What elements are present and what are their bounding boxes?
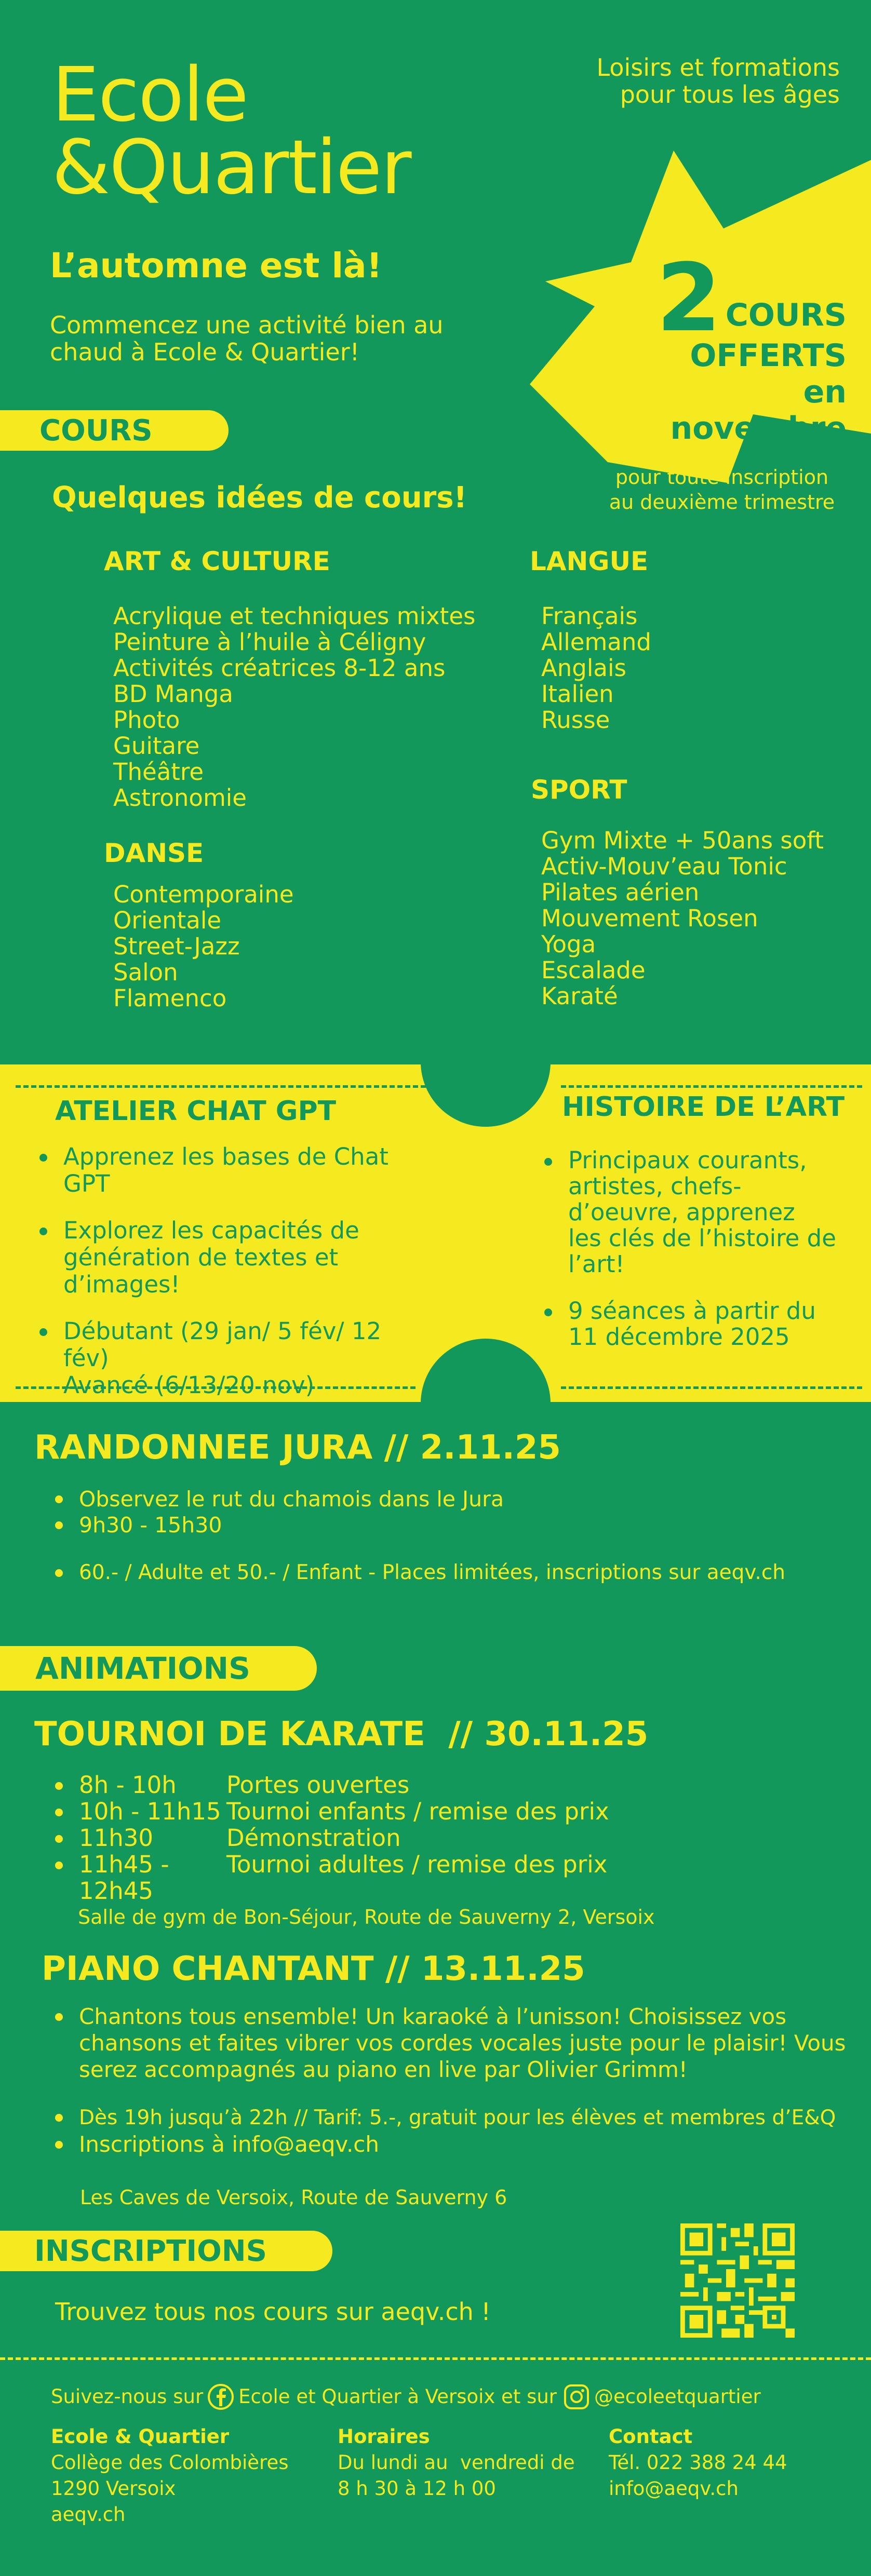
social-line <box>51 2383 761 2410</box>
promo-number: 2 <box>656 244 721 353</box>
schedule-label: Démonstration <box>226 1824 401 1852</box>
hours-line-2: 8 h 30 à 12 h 00 <box>338 2477 496 2500</box>
schedule-label: Tournoi adultes / remise des prix <box>226 1851 608 1878</box>
list-item: Orientale <box>113 907 222 934</box>
footer-col-title: Contact <box>609 2425 693 2448</box>
list-item: 9h30 - 15h30 <box>55 1512 845 1538</box>
tagline-line-1: Loisirs et formations <box>596 53 840 82</box>
footer-divider <box>0 2357 871 2360</box>
address-line-2: 1290 Versoix <box>51 2477 176 2500</box>
schedule-row <box>55 1798 609 1825</box>
schedule-time: 11h45 - 12h45 <box>55 1851 226 1904</box>
list-item: BD Manga <box>113 680 233 708</box>
address-line-1: Collège des Colombières <box>51 2451 289 2474</box>
instagram-icon[interactable] <box>563 2383 590 2410</box>
section-label-inscriptions-text: INSCRIPTIONS <box>34 2234 267 2268</box>
list-item: Astronomie <box>113 784 247 812</box>
headline: L’automne est là! <box>50 246 382 286</box>
schedule-time: 8h - 10h <box>55 1772 226 1798</box>
atelier-heading: ATELIER CHAT GPT <box>55 1096 337 1127</box>
list-item <box>39 1217 434 1298</box>
schedule-time: 10h - 11h15 <box>55 1798 226 1825</box>
piano-location: Les Caves de Versoix, Route de Sauverny 6 <box>80 2186 507 2209</box>
histoire-bullet-1-line: Principaux courants, <box>568 1147 807 1174</box>
list-item: 60.- / Adulte et 50.- / Enfant - Places limitées, inscriptions sur aeqv.ch <box>55 1560 845 1586</box>
schedule-label: Portes ouvertes <box>226 1771 410 1799</box>
histoire-bullet-1-line: les clés de l’histoire de <box>568 1224 836 1252</box>
list-item: Français <box>541 602 638 630</box>
list-item <box>39 1318 434 1399</box>
cours-subtitle: Quelques idées de cours! <box>52 481 467 515</box>
dashed-line-top-left <box>16 1085 426 1088</box>
section-label-animations-text: ANIMATIONS <box>35 1651 250 1686</box>
list-item <box>544 1298 856 1350</box>
atelier-bullet-3-line-1: Débutant (29 jan/ 5 fév/ 12 fév) <box>63 1317 382 1372</box>
histoire-bullet-1-line: artistes, chefs- <box>568 1172 742 1200</box>
promo-note-line-1: pour toute inscription <box>615 466 829 489</box>
randonnee-bullets <box>55 1486 845 1586</box>
page-title <box>52 51 411 211</box>
website-link[interactable]: aeqv.ch <box>51 2503 126 2526</box>
art-list <box>113 603 475 811</box>
sport-heading: SPORT <box>531 775 627 805</box>
phone-number[interactable]: Tél. 022 388 24 44 <box>609 2451 787 2474</box>
footer-col-address <box>51 2424 289 2528</box>
list-item: Russe <box>541 706 610 734</box>
list-item: Observez le rut du chamois dans le Jura <box>55 1486 845 1512</box>
list-item: Gym Mixte + 50ans soft <box>541 827 824 854</box>
section-label-cours <box>0 410 229 451</box>
list-item: Mouvement Rosen <box>541 905 758 932</box>
tagline <box>597 54 840 108</box>
atelier-bullet-3-line-2: Avancé (6/13/20 nov) <box>63 1371 315 1399</box>
section-label-animations <box>0 1646 317 1691</box>
follow-prefix: Suivez-nous sur <box>51 2385 204 2408</box>
section-label-inscriptions <box>0 2231 332 2271</box>
list-item: Pilates aérien <box>541 879 700 906</box>
schedule-row <box>55 1825 609 1851</box>
danse-heading: DANSE <box>104 838 204 868</box>
list-item: Allemand <box>541 628 651 656</box>
list-item: Guitare <box>113 732 200 760</box>
list-item: Anglais <box>541 654 626 682</box>
piano-heading: PIANO CHANTANT // 13.11.25 <box>42 1950 585 1988</box>
list-item: Salon <box>113 959 178 986</box>
atelier-bullet-1: Apprenez les bases de Chat GPT <box>63 1143 388 1197</box>
piano-desc-line-2: chansons et faites vibrer vos cordes vocales juste pour le plaisir! Vous <box>79 2030 846 2056</box>
email-link[interactable]: info@aeqv.ch <box>609 2477 739 2500</box>
piano-desc-line-1: Chantons tous ensemble! Un karaoké à l’unisson! Choisissez vos <box>79 2004 787 2029</box>
atelier-bullet-2-line-1: Explorez les capacités de <box>63 1217 359 1244</box>
danse-list <box>113 882 294 1011</box>
histoire-bullet-2-line-2: 11 décembre 2025 <box>568 1323 790 1351</box>
schedule-row <box>55 1772 609 1798</box>
list-item <box>39 1143 434 1197</box>
sport-list <box>541 828 824 1009</box>
footer-col-contact <box>609 2424 787 2502</box>
title-line-2: &Quartier <box>52 124 411 211</box>
promo-note-line-2: au deuxième trimestre <box>609 491 835 514</box>
dashed-line-top-right <box>561 1085 862 1088</box>
qr-code-icon[interactable] <box>680 2223 795 2338</box>
randonnee-heading: RANDONNEE JURA // 2.11.25 <box>34 1428 561 1467</box>
histoire-bullet-1-line: d’oeuvre, apprenez <box>568 1198 795 1226</box>
title-line-1: Ecole <box>52 51 248 138</box>
facebook-icon[interactable] <box>207 2383 234 2410</box>
intro-text <box>50 312 444 366</box>
atelier-bullets <box>39 1143 434 1399</box>
hours-line-1: Du lundi au vendredi de <box>338 2451 575 2474</box>
footer-col-title: Horaires <box>338 2425 430 2448</box>
schedule-label: Tournoi enfants / remise des prix <box>226 1798 609 1825</box>
list-item: Activités créatrices 8-12 ans <box>113 654 446 682</box>
schedule-time: 11h30 <box>55 1825 226 1851</box>
list-item: Théâtre <box>113 758 204 786</box>
list-item: Flamenco <box>113 984 227 1012</box>
facebook-text: Ecole et Quartier à Versoix et sur <box>238 2385 557 2408</box>
schedule-row <box>55 1851 609 1904</box>
section-label-cours-text: COURS <box>39 413 153 448</box>
dashed-line-bottom-right <box>561 1386 862 1389</box>
list-item: Italien <box>541 680 614 708</box>
histoire-bullet-1-line: l’art! <box>568 1250 625 1278</box>
list-item: Karaté <box>541 982 618 1010</box>
promo-note <box>597 465 847 515</box>
histoire-bullets <box>544 1148 856 1350</box>
list-item <box>55 2003 855 2083</box>
promo-word-2: OFFERTS <box>690 338 847 374</box>
histoire-heading: HISTOIRE DE L’ART <box>562 1091 845 1123</box>
promo-word-3: en novembre <box>670 374 847 447</box>
list-item: Photo <box>113 706 180 734</box>
karate-heading: TOURNOI DE KARATE // 30.11.25 <box>34 1715 649 1754</box>
inscriptions-text: Trouvez tous nos cours sur aeqv.ch ! <box>55 2298 491 2326</box>
intro-line-2: chaud à Ecole & Quartier! <box>50 338 360 366</box>
list-item: Acrylique et techniques mixtes <box>113 602 476 630</box>
langue-heading: LANGUE <box>530 546 649 576</box>
list-item: Contemporaine <box>113 881 294 908</box>
list-item: Activ-Mouv’eau Tonic <box>541 853 787 880</box>
band-notch-top <box>421 997 551 1127</box>
promo-text <box>618 244 847 447</box>
list-item: Escalade <box>541 956 646 984</box>
histoire-bullet-2-line-1: 9 séances à partir du <box>568 1297 816 1325</box>
footer-col-hours <box>338 2424 575 2502</box>
karate-location: Salle de gym de Bon-Séjour, Route de Sauverny 2, Versoix <box>78 1906 655 1928</box>
intro-line-1: Commencez une activité bien au <box>50 311 444 339</box>
list-item: Street-Jazz <box>113 933 240 960</box>
promo-word-1: COURS <box>725 297 847 333</box>
list-item: Inscriptions à info@aeqv.ch <box>55 2131 855 2157</box>
footer-col-title: Ecole & Quartier <box>51 2425 230 2448</box>
list-item: Dès 19h jusqu’à 22h // Tarif: 5.-, gratuit pour les élèves et membres d’E&Q <box>55 2105 855 2131</box>
list-item <box>544 1148 856 1277</box>
karate-schedule <box>55 1772 609 1904</box>
tagline-line-2: pour tous les âges <box>620 80 840 109</box>
piano-desc-line-3: serez accompagnés au piano en live par Olivier Grimm! <box>79 2057 688 2082</box>
list-item: Peinture à l’huile à Céligny <box>113 628 426 656</box>
art-heading: ART & CULTURE <box>104 546 330 576</box>
atelier-bullet-2-line-2: génération de textes et d’images! <box>63 1244 339 1298</box>
langue-list <box>541 603 651 733</box>
instagram-text: @ecoleetquartier <box>594 2385 761 2408</box>
piano-bullets <box>55 2003 855 2157</box>
list-item: Yoga <box>541 930 596 958</box>
